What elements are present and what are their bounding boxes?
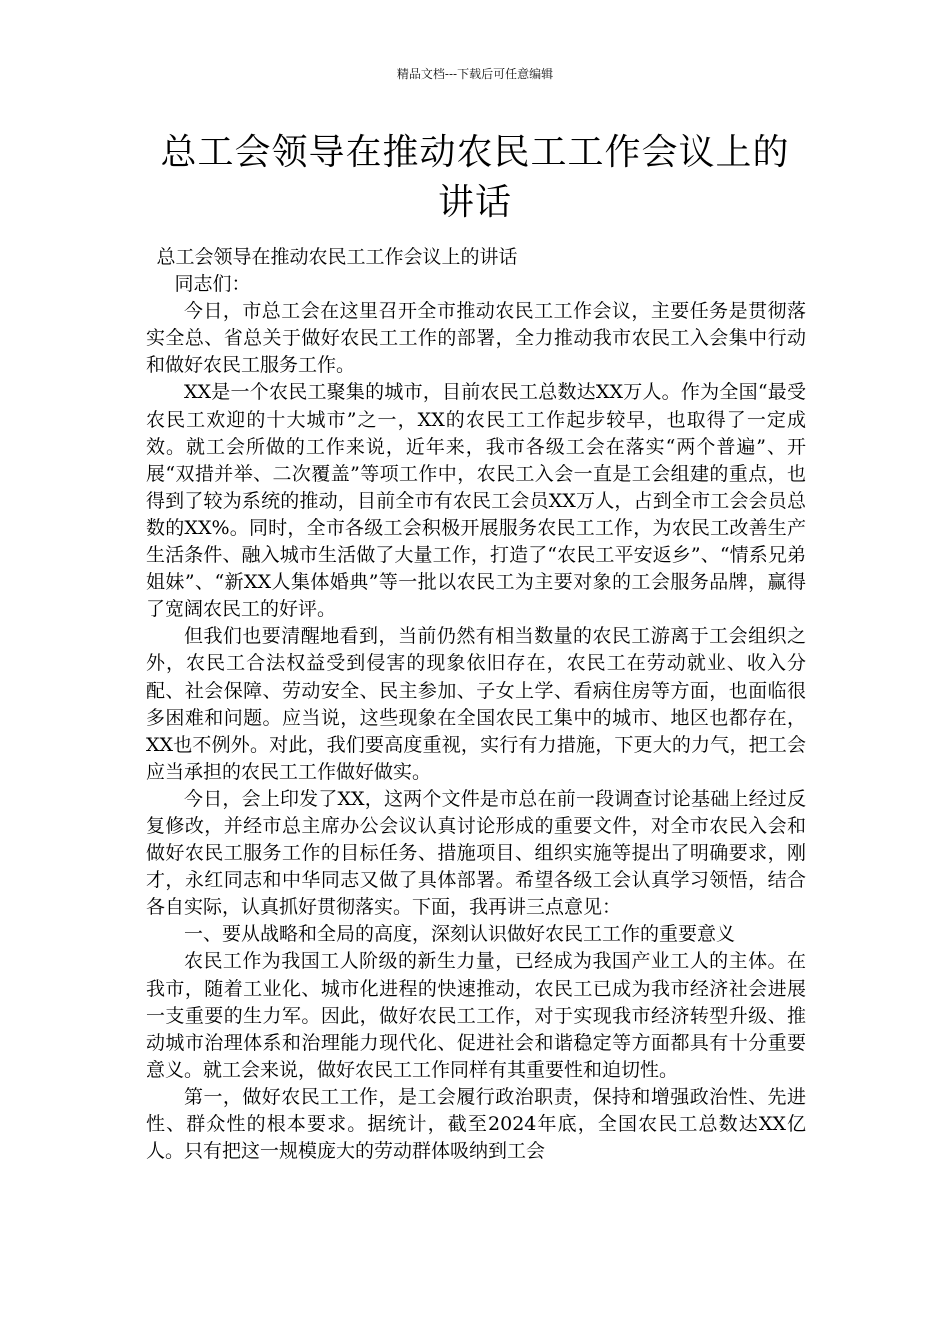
- document-subtitle: 总工会领导在推动农民工工作会议上的讲话: [156, 246, 518, 268]
- paragraph-first-point: 第一，做好农民工工作，是工会履行政治职责，保持和增强政治性、先进性、群众性的根本要求。据统计，截至2024年底，全国农民工总数达XX亿人。只有把这一规模庞大的劳动群体吸纳到工会: [146, 1085, 806, 1163]
- paragraph-documents: 今日，会上印发了XX，这两个文件是市总在前一段调查讨论基础上经过反复修改，并经市总主席办公会议认真讨论形成的重要文件，对全市农民入会和做好农民工服务工作的目标任务、措施项目、组织实施等提出了明确要求，刚才，永红同志和中华同志又做了具体部署。希望各级工会认真学习领悟，结合各自实际，认真抓好贯彻落实。下面，我再讲三点意见：: [146, 787, 806, 919]
- document-title: 总工会领导在推动农民工工作会议上的讲话: [160, 132, 790, 223]
- salutation: 同志们：: [174, 273, 251, 296]
- paragraph-opening: 今日，市总工会在这里召开全市推动农民工工作会议，主要任务是贯彻落实全总、省总关于做好农民工工作的部署，全力推动我市农民工入会集中行动和做好农民工服务工作。: [146, 300, 806, 377]
- document-body: [146, 244, 806, 1165]
- page-header: 精品文档---下载后可任意编辑: [396, 67, 554, 81]
- paragraph-problems: 但我们也要清醒地看到，当前仍然有相当数量的农民工游离于工会组织之外，农民工合法权益受到侵害的现象依旧存在，农民工在劳动就业、收入分配、社会保障、劳动安全、民主参加、子女上学、看病住房等方面，也面临很多困难和问题。应当说，这些现象在全国农民工集中的城市、地区也都存在，XX也不例外。对此，我们要高度重视，实行有力措施，下更大的力气，把工会应当承担的农民工工作做好做实。: [146, 625, 806, 783]
- paragraph-significance: 农民工作为我国工人阶级的新生力量，已经成为我国产业工人的主体。在我市，随着工业化、城市化进程的快速推动，农民工已成为我市经济社会进展一支重要的生力军。因此，做好农民工工作，对于实现我市经济转型升级、推动城市治理体系和治理能力现代化、促进社会和谐稳定等方面都具有十分重要意义。就工会来说，做好农民工工作同样有其重要性和迫切性。: [146, 950, 806, 1081]
- section-heading-one: 一、要从战略和全局的高度，深刻认识做好农民工工作的重要意义: [184, 923, 736, 946]
- paragraph-background: XX是一个农民工聚集的城市，目前农民工总数达XX万人。作为全国“最受农民工欢迎的十大城市”之一，XX的农民工工作起步较早，也取得了一定成效。就工会所做的工作来说，近年来，我市各级工会在落实“两个普遍”、开展“双措并举、二次覆盖”等项工作中，农民工入会一直是工会组建的重点，也得到了较为系统的推动，目前全市有农民工会员XX万人，占到全市工会会员总数的XX%。同时，全市各级工会积极开展服务农民工工作，为农民工改善生产生活条件、融入城市生活做了大量工作，打造了“农民工平安返乡”、“情系兄弟姐妹”、“新XX人集体婚典”等一批以农民工为主要对象的工会服务品牌，赢得了宽阔农民工的好评。: [146, 381, 806, 621]
